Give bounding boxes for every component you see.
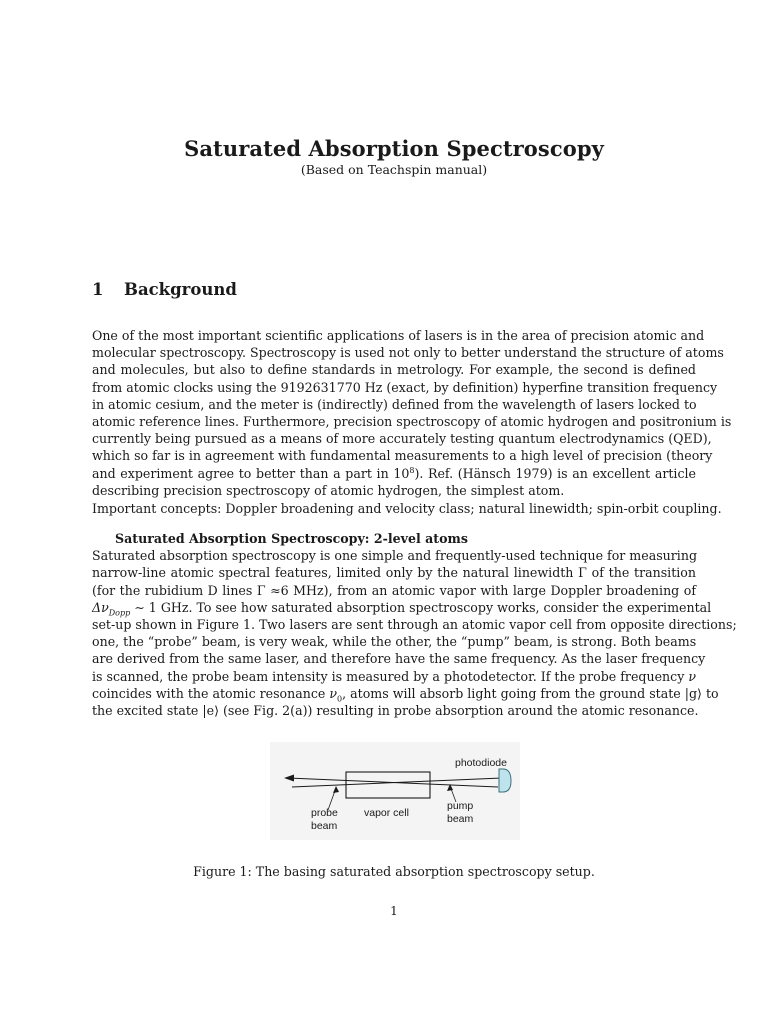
text-line — [92, 702, 699, 719]
probe-label-line2: beam — [311, 820, 338, 832]
text-fragment: , atoms will absorb light going from the ground state — [342, 685, 685, 701]
text-fragment: coincides with the atomic resonance — [92, 685, 330, 701]
saturated-absorption-paragraph — [92, 530, 737, 719]
paper-title: Saturated Absorption Spectroscopy — [184, 136, 604, 161]
text-fragment: to — [701, 685, 719, 701]
text-fragment: the excited state — [92, 703, 203, 719]
vapor-cell-label: vapor cell — [364, 807, 409, 819]
paper-subtitle: (Based on Teachspin manual) — [300, 162, 488, 177]
section-title: Background — [124, 280, 237, 299]
math-symbol: ν — [329, 685, 338, 701]
math-subscript: 0 — [337, 694, 343, 704]
text-line: (for the rubidium D lines Γ ≈6 MHz), from an atomic vapor with large Doppler broadening of — [92, 582, 696, 598]
photodiode-label: photodiode — [455, 757, 507, 769]
exponent: 8 — [409, 465, 415, 475]
text-line: currently being pursued as a means of more accurately testing quantum electrodynamics (QED), — [92, 431, 712, 447]
ket-symbol: |e⟩ — [202, 703, 220, 719]
text-line: are derived from the same laser, and therefore have the same frequency. As the laser frequency — [92, 651, 706, 667]
text-fragment: (see Fig. 2(a)) resulting in probe absorption around the atomic resonance. — [219, 703, 699, 719]
text-fragment: and experiment agree to better than a part in 10 — [92, 465, 410, 481]
text-line: set-up shown in Figure 1. Two lasers are sent through an atomic vapor cell from opposite directions; — [92, 617, 737, 633]
subsection-heading: Saturated Absorption Spectroscopy: 2-level atoms — [115, 531, 468, 546]
section-number: 1 — [92, 280, 104, 299]
setup-figure — [270, 742, 520, 840]
text-line: narrow-line atomic spectral features, limited only by the natural linewidth Γ of the transition — [92, 565, 696, 581]
background-paragraph — [92, 327, 732, 499]
text-line — [92, 599, 712, 618]
text-line: Saturated absorption spectroscopy is one simple and frequently-used technique for measuring — [92, 548, 698, 564]
math-symbol: ν — [688, 668, 696, 684]
photodiode-icon — [499, 769, 511, 792]
text-line: describing precision spectroscopy of atomic hydrogen, the simplest atom. — [92, 482, 565, 498]
text-line: from atomic clocks using the 9192631770 Hz (exact, by definition) hyperfine transition frequency — [92, 379, 718, 395]
pump-label-line1: pump — [447, 800, 474, 812]
text-line: One of the most important scientific applications of lasers is in the area of precision atomic and — [92, 328, 705, 343]
pump-label-line2: beam — [447, 813, 474, 825]
math-subscript: Dopp — [108, 608, 131, 618]
text-line: and molecules, but also to define standards in metrology. For example, the second is defined — [92, 362, 696, 378]
text-fragment: is scanned, the probe beam intensity is measured by a photodetector. If the probe frequency — [92, 668, 689, 684]
text-line: atomic reference lines. Furthermore, precision spectroscopy of atomic hydrogen and positronium is — [92, 414, 732, 430]
setup-diagram — [270, 742, 520, 840]
text-line — [92, 685, 719, 704]
math-symbol: Δν — [92, 599, 109, 615]
text-line: molecular spectroscopy. Spectroscopy is used not only to better understand the structure of atoms — [92, 345, 724, 361]
text-line: which so far is in agreement with fundamental measurements to a high level of precision (theory — [92, 448, 713, 464]
text-line — [92, 668, 696, 685]
section-heading — [92, 280, 237, 299]
text-line: Important concepts: Doppler broadening and velocity class; natural linewidth; spin-orbit coupling. — [92, 501, 722, 516]
text-line: in atomic cesium, and the meter is (indirectly) defined from the wavelength of lasers locked to — [92, 396, 697, 412]
page-number: 1 — [390, 904, 398, 918]
probe-label-line1: probe — [311, 807, 338, 819]
text-fragment: ). Ref. (Hänsch 1979) is an excellent article — [414, 465, 696, 481]
text-line — [92, 465, 696, 482]
text-line: one, the “probe” beam, is very weak, while the other, the “pump” beam, is strong. Both beams — [92, 634, 697, 650]
important-concepts — [92, 500, 722, 517]
text-fragment: ∼ 1 GHz. To see how saturated absorption spectroscopy works, consider the experimental — [130, 599, 712, 615]
ket-symbol: |g⟩ — [684, 685, 702, 701]
figure-caption: Figure 1: The basing saturated absorption spectroscopy setup. — [193, 864, 595, 879]
